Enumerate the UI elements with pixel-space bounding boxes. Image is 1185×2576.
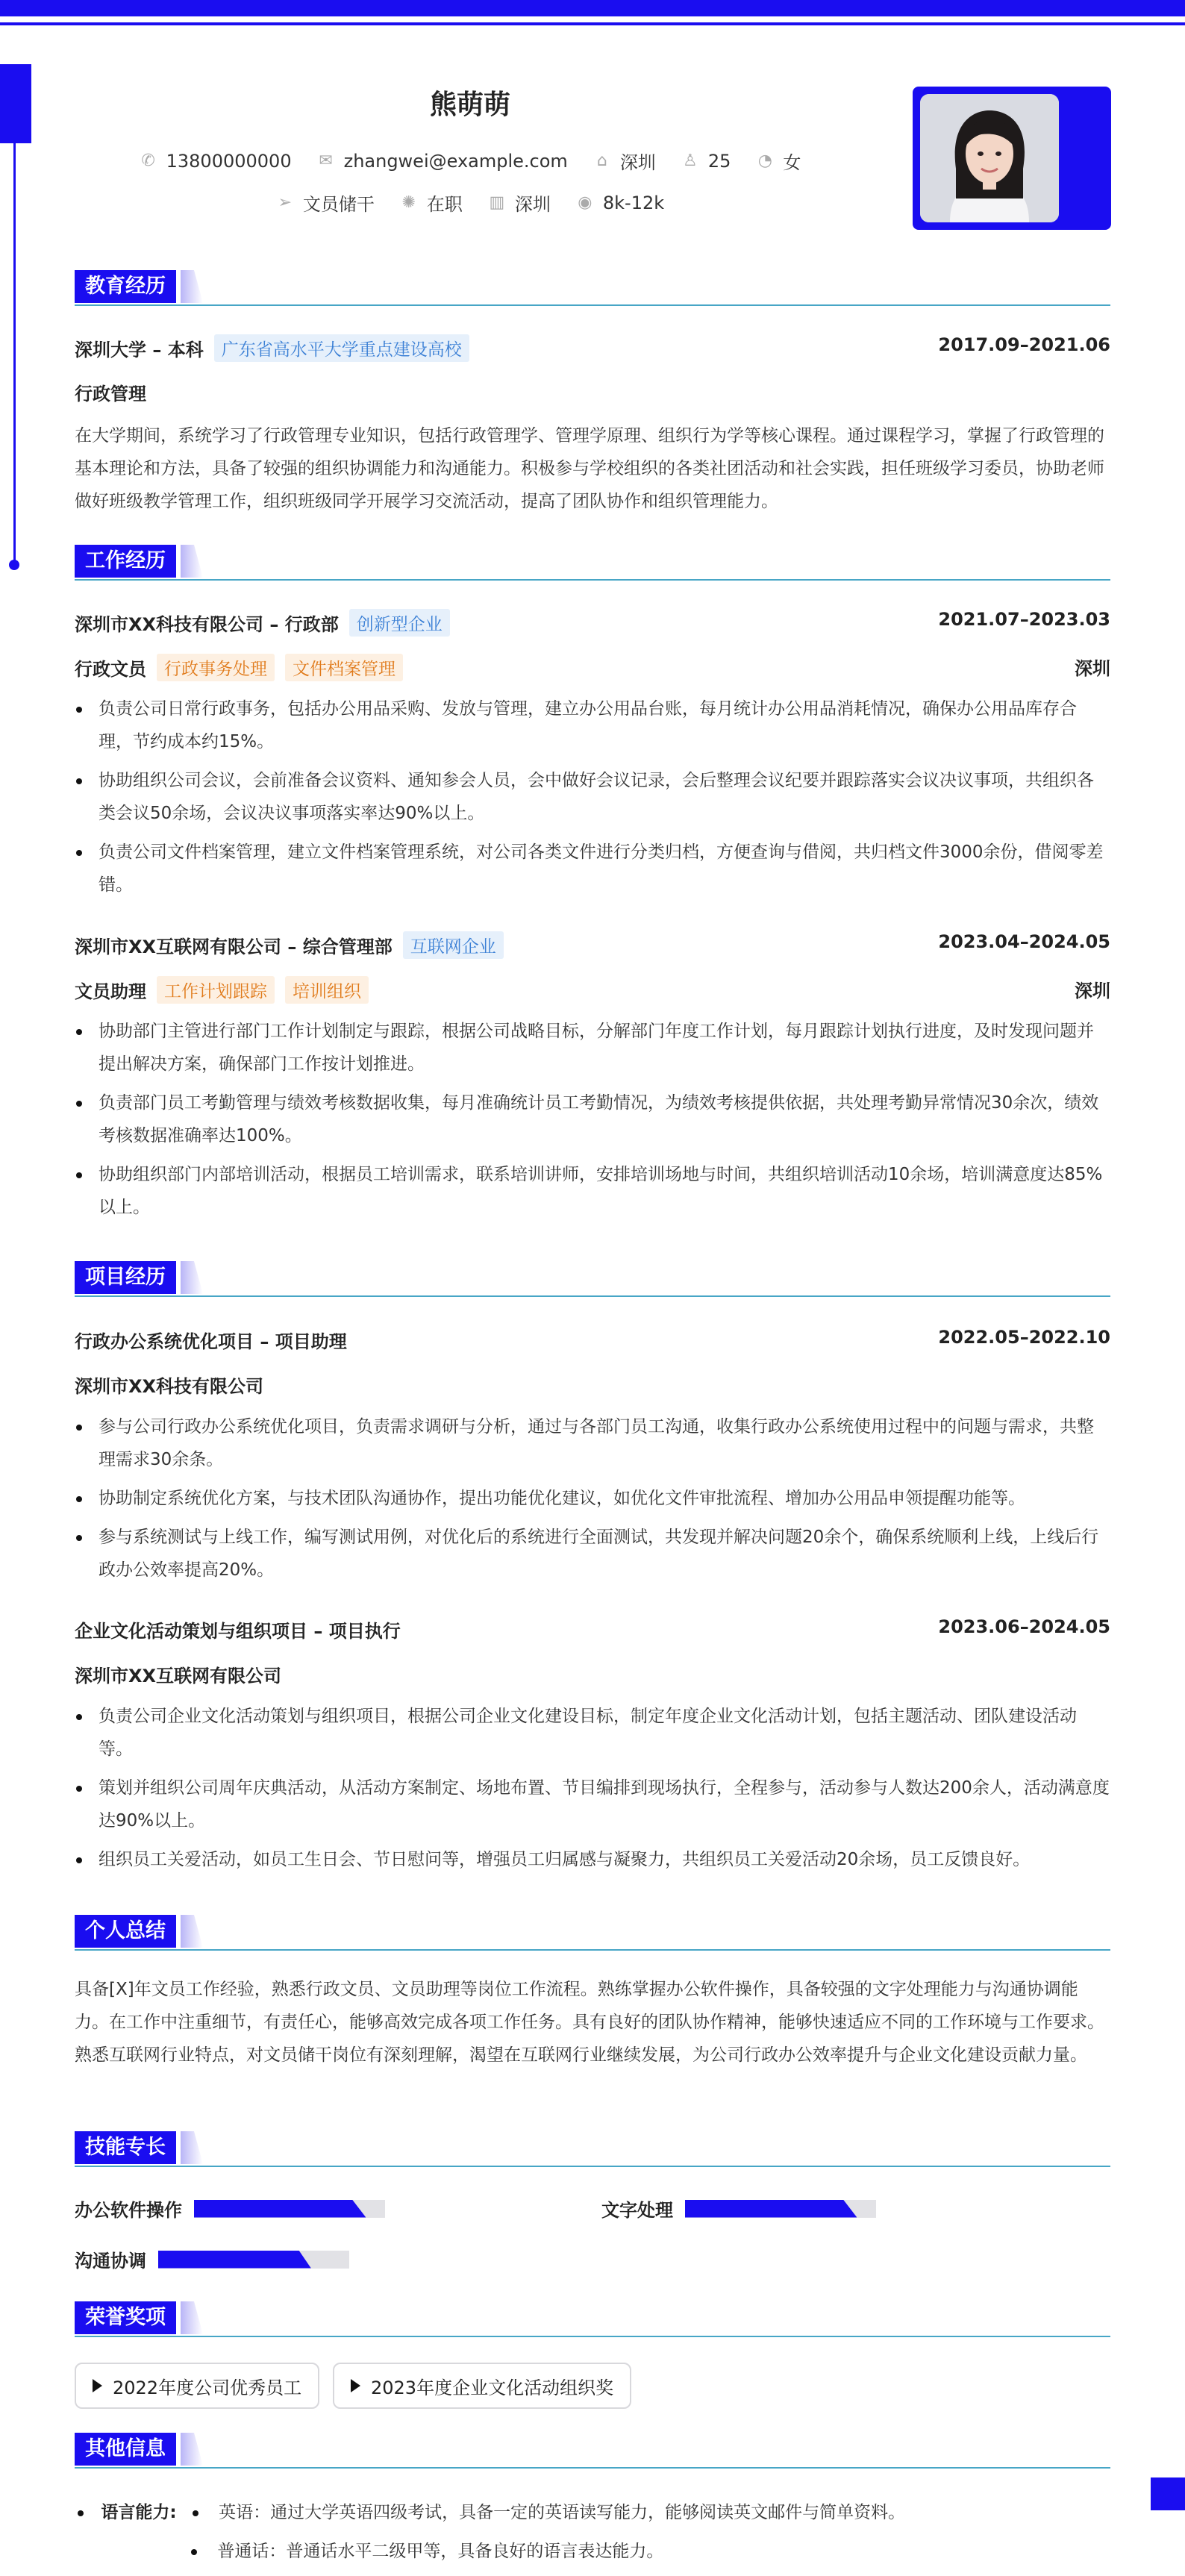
skill-level-bar — [685, 2200, 876, 2218]
language-label: 语言能力: — [101, 2503, 177, 2522]
company-name: 深圳市XX科技有限公司 – 行政部 — [75, 614, 339, 635]
company-tag: 互联网企业 — [403, 931, 504, 959]
age-value: 25 — [707, 150, 731, 172]
left-timeline-line — [13, 143, 16, 564]
list-item: 协助组织部门内部培训活动，根据员工培训需求，联系培训讲师，安排培训场地与时间，共组织培训活动10余场，培训满意度达85%以上。 — [75, 1158, 1110, 1224]
photo-frame — [913, 87, 1111, 230]
section-title-tail — [181, 1915, 203, 1948]
section-title-tail — [181, 545, 203, 578]
project-company: 深圳市XX互联网有限公司 — [75, 1666, 282, 1686]
section-skills — [75, 2131, 1110, 2169]
award-item — [333, 2363, 631, 2409]
building-icon: ▥ — [489, 193, 505, 212]
list-item: 负责公司企业文化活动策划与组织项目，根据公司企业文化建设目标，制定年度企业文化活动计划，包括主题活动、团队建设活动等。 — [75, 1700, 1110, 1766]
skill-tag: 行政事务处理 — [157, 654, 275, 681]
project-1-bullets — [75, 1410, 1110, 1592]
section-title: 其他信息 — [75, 2433, 176, 2466]
target-job-info — [276, 190, 375, 216]
list-item: 参与系统测试与上线工作，编写测试用例，对优化后的系统进行全面测试，共发现并解决问题20余个，确保系统顺利上线，上线后行政办公效率提高20%。 — [75, 1521, 1110, 1586]
bullet-dot — [78, 2510, 84, 2516]
bullet-dot — [193, 2510, 198, 2516]
section-title-tail — [181, 2301, 203, 2334]
list-item: 负责公司日常行政事务，包括办公用品采购、发放与管理，建立办公用品台账，每月统计办公用品消耗情况，确保办公用品库存合理，节约成本约15%。 — [75, 693, 1110, 758]
section-title-tail — [181, 270, 203, 303]
section-title: 工作经历 — [75, 545, 176, 578]
list-item: 负责部门员工考勤管理与绩效考核数据收集，每月准确统计员工考勤情况，为绩效考核提供依据，共处理考勤异常情况30余次，绩效考核数据准确率达100%。 — [75, 1087, 1110, 1152]
award-label: 2023年度企业文化活动组织奖 — [371, 2377, 614, 2398]
gender-value: 女 — [783, 152, 801, 173]
language-ability-row-2 — [75, 2537, 1110, 2562]
section-title-tail — [181, 1261, 203, 1294]
award-label: 2022年度公司优秀员工 — [113, 2377, 302, 2398]
language-item: 普通话：普通话水平二级甲等，具备良好的语言表达能力。 — [217, 2542, 664, 2561]
skill-level-bar — [158, 2251, 349, 2269]
education-description: 在大学期间，系统学习了行政管理专业知识，包括行政管理学、管理学原理、组织行为学等核心课程。通过课程学习，掌握了行政管理的基本理论和方法，具备了较强的组织协调能力和沟通能力。积极参与学校组织的各类社团活动和社会实践，担任班级学习委员，协助老师做好班级教学管理工作，组织班级同学开展学习交流活动，提高了团队协作和组织管理能力。 — [75, 426, 1104, 511]
profile-photo — [920, 94, 1059, 222]
section-divider — [75, 1295, 1110, 1297]
home-icon: ⌂ — [596, 151, 607, 170]
position-name: 行政文员 — [75, 659, 146, 680]
section-education — [75, 270, 1110, 307]
section-divider — [75, 2336, 1110, 2337]
work-2-bullets — [75, 1015, 1110, 1230]
salary-value: 8k-12k — [602, 192, 665, 213]
top-accent-bar — [0, 0, 1185, 16]
list-item: 策划并组织公司周年庆典活动，从活动方案制定、场地布置、节目编排到现场执行，全程参与，活动参与人数达200余人，活动满意度达90%以上。 — [75, 1772, 1110, 1837]
left-timeline-dot — [9, 560, 19, 570]
city-value: 深圳 — [619, 152, 656, 173]
target-city-info — [488, 190, 551, 216]
company-name: 深圳市XX互联网有限公司 – 综合管理部 — [75, 937, 393, 957]
status-icon: ✺ — [401, 193, 416, 212]
email-value: zhangwei@example.com — [343, 150, 568, 172]
education-date: 2017.09–2021.06 — [938, 334, 1110, 355]
skill-name: 沟通协调 — [75, 2251, 146, 2272]
school-name: 深圳大学 – 本科 — [75, 340, 204, 360]
coin-icon: ◉ — [578, 193, 592, 212]
project-company: 深圳市XX科技有限公司 — [75, 1376, 264, 1397]
section-work — [75, 545, 1110, 582]
email-info — [317, 148, 568, 174]
language-ability-row — [75, 2498, 1110, 2523]
phone-icon: ✆ — [141, 151, 155, 170]
skill-tag: 工作计划跟踪 — [157, 976, 275, 1004]
section-title: 技能专长 — [75, 2131, 176, 2164]
summary-text: 具备[X]年文员工作经验，熟悉行政文员、文员助理等岗位工作流程。熟练掌握办公软件操作，具备较强的文字处理能力与沟通协调能力。在工作中注重细节，有责任心，能够高效完成各项工作任务。具有良好的团队协作精神，能够快速适应不同的工作环境与工作要求。熟悉互联网行业特点，对文员储干岗位有深刻理解，渴望在互联网行业继续发展，为公司行政办公效率提升与企业文化建设贡献力量。 — [75, 1980, 1104, 2065]
portrait-illustration — [920, 94, 1059, 222]
left-accent-tab — [0, 64, 31, 143]
skill-tag: 文件档案管理 — [285, 654, 403, 681]
right-accent-tab — [1151, 2477, 1185, 2510]
skill-tag: 培训组织 — [285, 976, 369, 1004]
company-tag: 创新型企业 — [349, 609, 450, 637]
list-item: 组织员工关爱活动，如员工生日会、节日慰问等，增强员工归属感与凝聚力，共组织员工关爱活动20余场，员工反馈良好。 — [75, 1843, 1110, 1876]
section-title-tail — [181, 2433, 203, 2466]
section-projects — [75, 1261, 1110, 1298]
send-icon: ➢ — [278, 193, 293, 212]
list-item: 协助组织公司会议，会前准备会议资料、通知参会人员，会中做好会议记录，会后整理会议纪要并跟踪落实会议决议事项，共组织各类会议50余场，会议决议事项落实率达90%以上。 — [75, 764, 1110, 830]
mail-icon: ✉ — [319, 151, 333, 170]
triangle-bullet-icon — [93, 2379, 102, 2392]
bullet-dot — [191, 2549, 197, 2555]
skill-name: 文字处理 — [601, 2200, 673, 2221]
section-title: 荣誉奖项 — [75, 2301, 176, 2334]
skill-level-fill — [194, 2200, 366, 2218]
list-item: 协助部门主管进行部门工作计划制定与跟踪，根据公司战略目标，分解部门年度工作计划，每月跟踪计划执行进度，及时发现问题并提出解决方案，确保部门工作按计划推进。 — [75, 1015, 1110, 1081]
city-info — [593, 148, 656, 174]
project-title: 行政办公系统优化项目 – 项目助理 — [75, 1331, 347, 1352]
section-divider — [75, 2467, 1110, 2469]
status-info — [400, 190, 463, 216]
phone-value: 13800000000 — [166, 150, 292, 172]
contact-info-row — [75, 148, 866, 174]
salary-info — [576, 190, 664, 216]
status-value: 在职 — [426, 194, 463, 215]
list-item: 协助制定系统优化方案，与技术团队沟通协作，提出功能优化建议，如优化文件审批流程、增加办公用品申领提醒功能等。 — [75, 1482, 1110, 1515]
project-date: 2023.06–2024.05 — [938, 1616, 1110, 1637]
skill-level-fill — [158, 2251, 311, 2269]
skill-level-fill — [685, 2200, 857, 2218]
skill-item — [75, 2195, 385, 2222]
top-accent-line — [0, 22, 1185, 25]
school-tag: 广东省高水平大学重点建设高校 — [214, 334, 469, 362]
list-item: 参与公司行政办公系统优化项目，负责需求调研与分析，通过与各部门员工沟通，收集行政办公系统使用过程中的问题与需求，共整理需求30余条。 — [75, 1410, 1110, 1476]
target-job-value: 文员储干 — [302, 194, 375, 215]
project-date: 2022.05–2022.10 — [938, 1327, 1110, 1348]
work-1-bullets — [75, 693, 1110, 907]
candidate-name: 熊萌萌 — [429, 90, 510, 120]
triangle-bullet-icon — [351, 2379, 360, 2392]
phone-info — [140, 148, 292, 174]
language-item: 英语：通过大学英语四级考试，具备一定的英语读写能力，能够阅读英文邮件与简单资料。 — [219, 2503, 906, 2522]
position-name: 文员助理 — [75, 981, 146, 1002]
skill-level-bar — [194, 2200, 385, 2218]
project-2-bullets — [75, 1700, 1110, 1882]
major-name: 行政管理 — [75, 384, 146, 404]
section-honors — [75, 2301, 1110, 2339]
age-info — [681, 148, 731, 174]
section-divider — [75, 1949, 1110, 1951]
section-title: 项目经历 — [75, 1261, 176, 1294]
list-item: 负责公司文件档案管理，建立文件档案管理系统，对公司各类文件进行分类归档，方便查询与借阅，共归档文件3000余份，借阅零差错。 — [75, 836, 1110, 901]
skill-item — [601, 2195, 876, 2222]
skill-name: 办公软件操作 — [75, 2200, 182, 2221]
cake-icon: ♙ — [682, 151, 698, 170]
target-city-value: 深圳 — [514, 194, 551, 215]
section-divider — [75, 579, 1110, 581]
work-city: 深圳 — [1075, 981, 1110, 1001]
work-city: 深圳 — [1075, 658, 1110, 679]
section-title-tail — [181, 2131, 203, 2164]
section-title: 个人总结 — [75, 1915, 176, 1948]
gender-info — [756, 148, 801, 174]
section-summary — [75, 1915, 1110, 1952]
project-title: 企业文化活动策划与组织项目 – 项目执行 — [75, 1621, 401, 1642]
section-title: 教育经历 — [75, 270, 176, 303]
job-intent-row — [75, 190, 866, 216]
section-other — [75, 2433, 1110, 2470]
work-date: 2021.07–2023.03 — [938, 609, 1110, 630]
work-date: 2023.04–2024.05 — [938, 931, 1110, 952]
skill-item — [75, 2246, 349, 2272]
section-divider — [75, 2166, 1110, 2167]
gender-icon: ◔ — [757, 151, 772, 170]
section-divider — [75, 304, 1110, 306]
award-item — [75, 2363, 319, 2409]
